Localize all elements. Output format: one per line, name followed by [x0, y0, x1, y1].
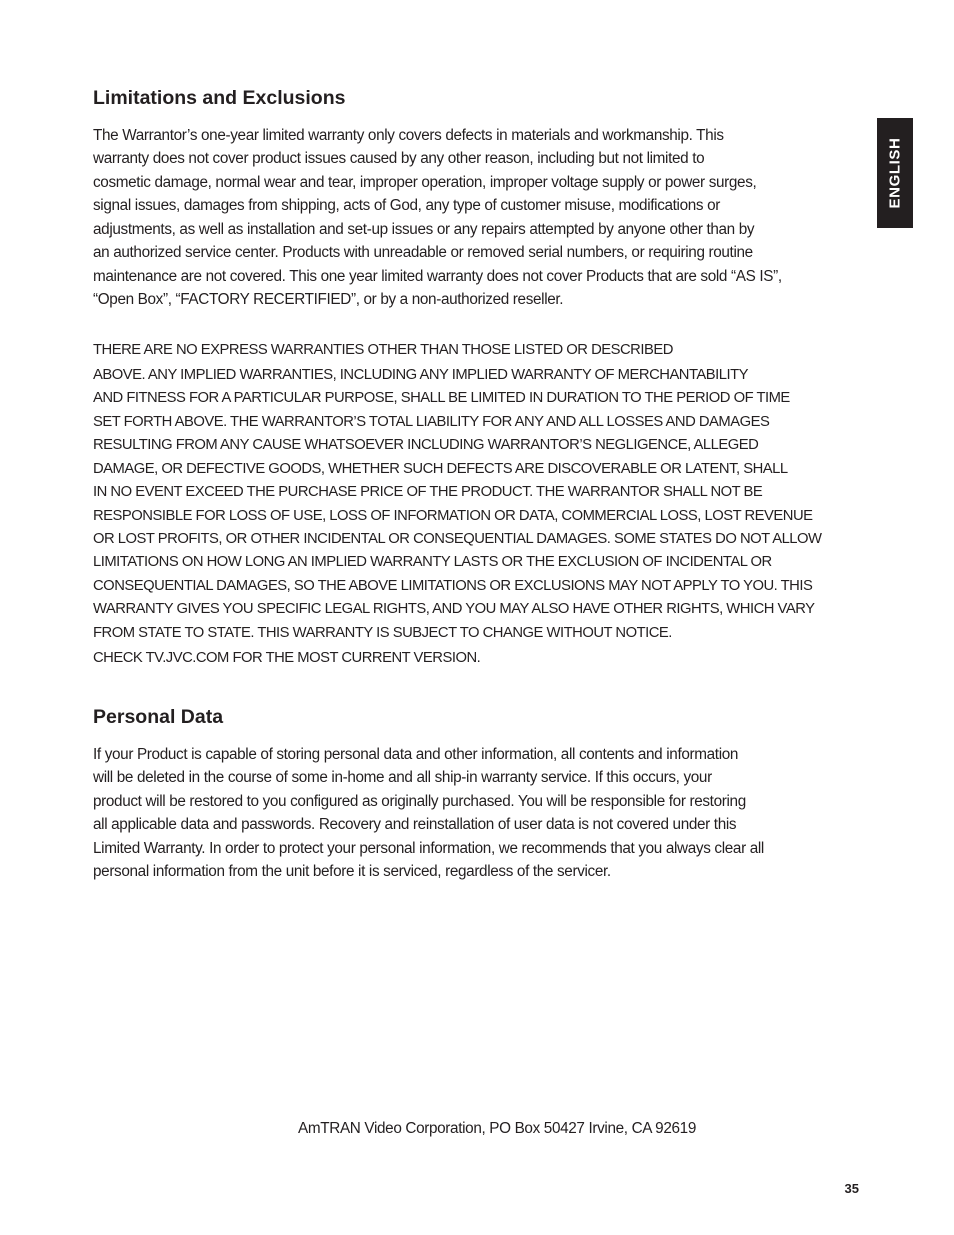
paragraph-line: The Warrantor’s one-year limited warranty only covers defects in materials and workmanship. This: [93, 127, 724, 144]
disclaimer-line: SET FORTH ABOVE. THE WARRANTOR’S TOTAL LIABILITY FOR ANY AND ALL LOSSES AND DAMAGES: [93, 414, 770, 430]
paragraph-line: signal issues, damages from shipping, acts of God, any type of customer misuse, modifications or: [93, 197, 721, 214]
footer-address: AmTRAN Video Corporation, PO Box 50427 Irvine, CA 92619: [298, 1120, 696, 1137]
paragraph-line: warranty does not cover product issues caused by any other reason, including but not limited to: [93, 150, 705, 167]
disclaimer-line: WARRANTY GIVES YOU SPECIFIC LEGAL RIGHTS, AND YOU MAY ALSO HAVE OTHER RIGHTS, WHICH VARY: [93, 601, 815, 617]
paragraph-line: adjustments, as well as installation and set-up issues or any repairs attempted by anyone other than by: [93, 221, 755, 238]
disclaimer-line: DAMAGE, OR DEFECTIVE GOODS, WHETHER SUCH DEFECTS ARE DISCOVERABLE OR LATENT, SHALL: [93, 461, 788, 477]
paragraph-line: personal information from the unit before it is serviced, regardless of the servicer.: [93, 863, 611, 880]
disclaimer-line: ABOVE. ANY IMPLIED WARRANTIES, INCLUDING ANY IMPLIED WARRANTY OF MERCHANTABILITY: [93, 367, 749, 383]
paragraph-line: an authorized service center. Products with unreadable or removed serial numbers, or requiring routine: [93, 244, 753, 261]
disclaimer-line: LIMITATIONS ON HOW LONG AN IMPLIED WARRANTY LASTS OR THE EXCLUSION OF INCIDENTAL OR: [93, 554, 772, 570]
paragraph-line: all applicable data and passwords. Recovery and reinstallation of user data is not covered under this: [93, 816, 737, 833]
disclaimer-line: AND FITNESS FOR A PARTICULAR PURPOSE, SHALL BE LIMITED IN DURATION TO THE PERIOD OF TIME: [93, 390, 790, 406]
disclaimer-line: FROM STATE TO STATE. THIS WARRANTY IS SUBJECT TO CHANGE WITHOUT NOTICE.: [93, 625, 672, 641]
disclaimer-line: THERE ARE NO EXPRESS WARRANTIES OTHER THAN THOSE LISTED OR DESCRIBED: [93, 342, 673, 358]
disclaimer-line: OR LOST PROFITS, OR OTHER INCIDENTAL OR CONSEQUENTIAL DAMAGES. SOME STATES DO NOT ALLOW: [93, 531, 822, 547]
paragraph-line: maintenance are not covered. This one year limited warranty does not cover Products that are sold “AS IS”,: [93, 268, 782, 285]
paragraph-line: product will be restored to you configured as originally purchased. You will be responsible for restoring: [93, 793, 746, 810]
language-tab-label: ENGLISH: [886, 137, 904, 209]
paragraph-line: “Open Box”, “FACTORY RECERTIFIED”, or by a non-authorized reseller.: [93, 291, 564, 308]
section-heading-personal-data: Personal Data: [93, 706, 224, 728]
paragraph-line: will be deleted in the course of some in-home and all ship-in warranty service. If this occurs, your: [93, 769, 712, 786]
disclaimer-line: CONSEQUENTIAL DAMAGES, SO THE ABOVE LIMITATIONS OR EXCLUSIONS MAY NOT APPLY TO YOU. THIS: [93, 578, 813, 594]
page-number: 35: [844, 1181, 859, 1196]
disclaimer-line: RESPONSIBLE FOR LOSS OF USE, LOSS OF INFORMATION OR DATA, COMMERCIAL LOSS, LOST REVENUE: [93, 508, 813, 524]
paragraph-line: Limited Warranty. In order to protect your personal information, we recommends that you always clear all: [93, 840, 764, 857]
language-tab: [877, 118, 913, 228]
paragraph-line: cosmetic damage, normal wear and tear, improper operation, improper voltage supply or power surges,: [93, 174, 757, 191]
disclaimer-line: IN NO EVENT EXCEED THE PURCHASE PRICE OF THE PRODUCT. THE WARRANTOR SHALL NOT BE: [93, 484, 763, 500]
section-heading-limitations: Limitations and Exclusions: [93, 87, 346, 109]
paragraph-line: If your Product is capable of storing personal data and other information, all contents and information: [93, 746, 739, 763]
disclaimer-line: RESULTING FROM ANY CAUSE WHATSOEVER INCLUDING WARRANTOR’S NEGLIGENCE, ALLEGED: [93, 437, 759, 453]
disclaimer-line: CHECK TV.JVC.COM FOR THE MOST CURRENT VERSION.: [93, 650, 481, 666]
